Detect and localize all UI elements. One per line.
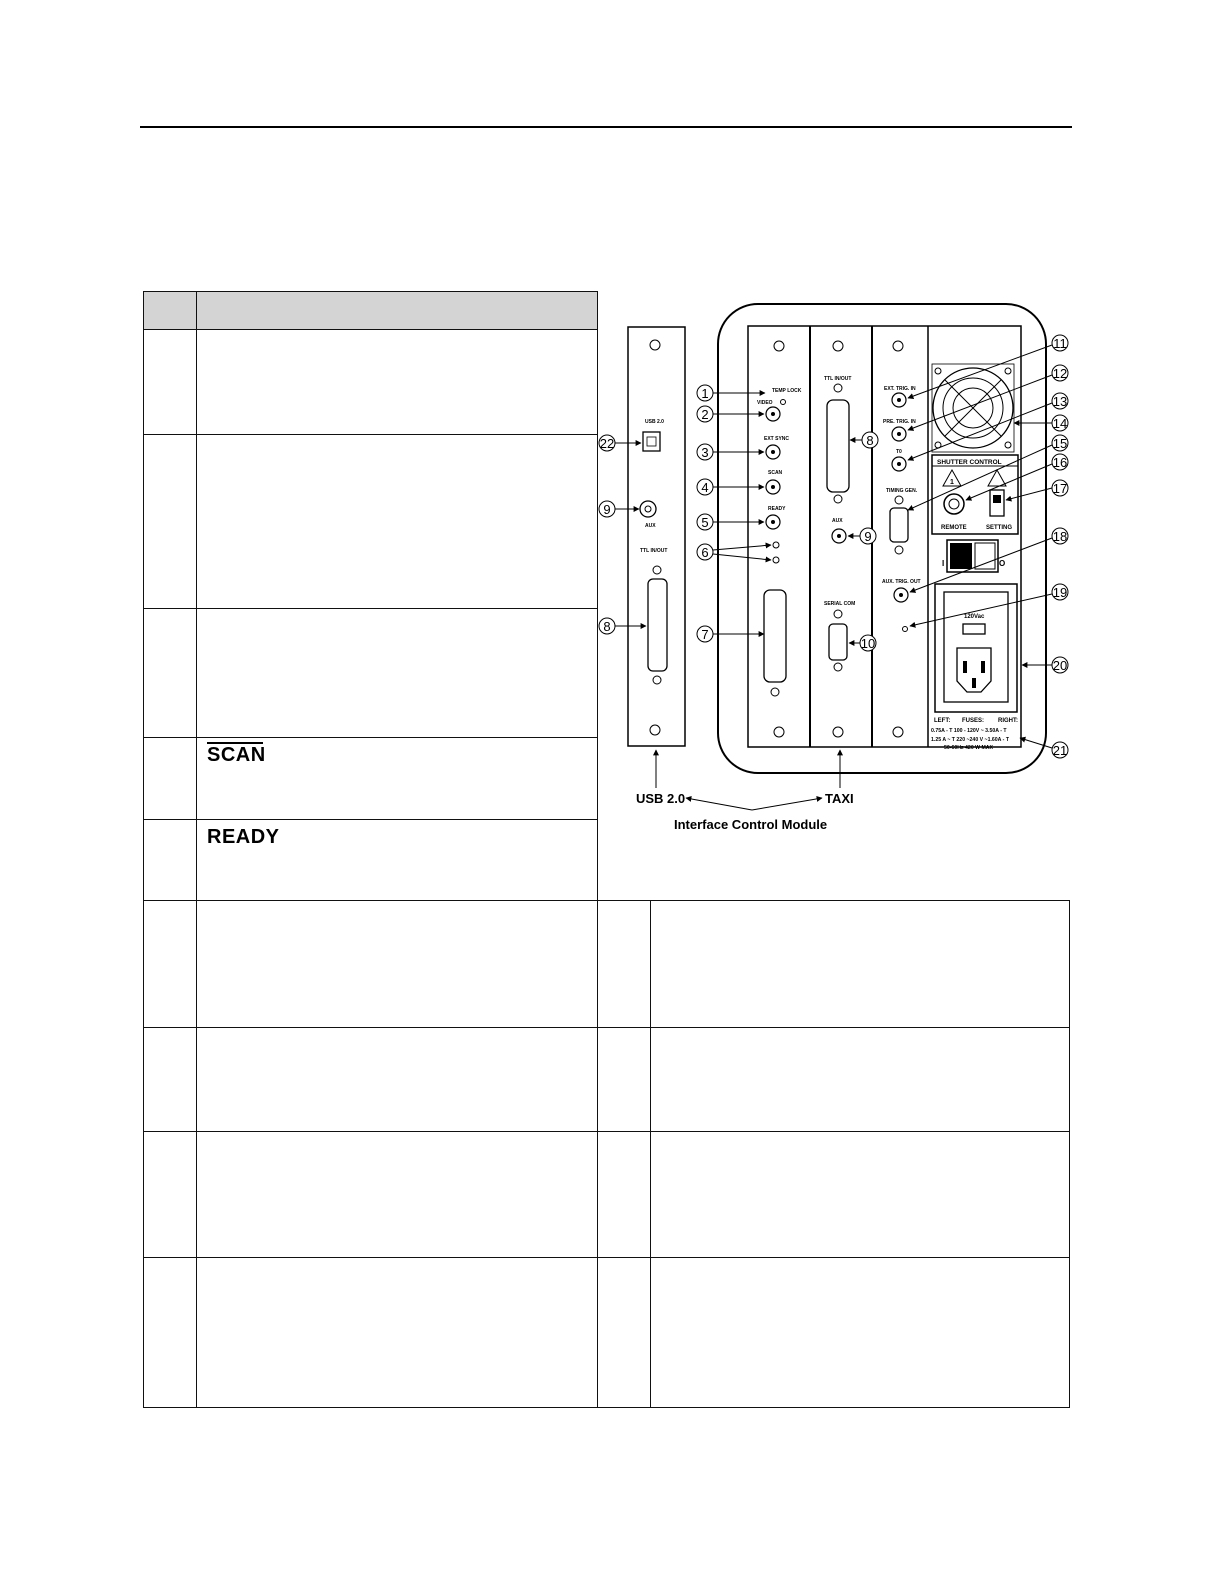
svg-text:7: 7 [701,627,709,642]
callout-16 [1052,454,1068,470]
svg-text:AUX: AUX [832,518,843,524]
usb-card-label: USB 2.0 [645,419,664,425]
usb-module-card [628,327,685,746]
svg-text:15: 15 [1052,436,1068,451]
callout-8-usb [599,618,615,634]
svg-text:4: 4 [701,480,709,495]
svg-text:TEMP LOCK: TEMP LOCK [772,388,802,394]
callout-1 [697,385,713,401]
svg-text:17: 17 [1052,481,1068,496]
table-row-line [143,434,598,435]
table-col-divider [650,900,651,1407]
callout-11 [1052,335,1068,351]
aux-card-label: AUX [645,523,656,529]
svg-text:I: I [942,559,945,568]
svg-text:13: 13 [1052,394,1068,409]
ready-indicator-label: READY [207,826,280,848]
callout-17 [1052,480,1068,496]
table-row-line [143,291,598,292]
svg-text:TTL IN/OUT: TTL IN/OUT [824,376,852,382]
table-header [143,291,598,329]
callout-7 [697,626,713,642]
ttl-card-label: TTL IN/OUT [640,548,668,554]
table-row-line [143,819,598,820]
svg-text:0.75A - T 100 - 120V ~ 3.50A: 0.75A - T 100 - 120V ~ 3.50A - T [931,728,1007,734]
svg-text:EXT SYNC: EXT SYNC [764,436,790,442]
callout-20 [1052,657,1068,673]
svg-text:19: 19 [1052,585,1068,600]
table-row-line [143,1257,1070,1258]
svg-text:SETTING: SETTING [986,525,1013,531]
callout-21 [1052,742,1068,758]
module-caption: Interface Control Module [674,817,828,832]
svg-text:RIGHT:: RIGHT: [998,718,1018,724]
svg-text:T0: T0 [896,449,902,455]
svg-text:PRE. TRIG. IN: PRE. TRIG. IN [883,419,916,425]
table-border-right [1069,900,1070,1407]
table-row-line [143,1131,1070,1132]
callout-2 [697,406,713,422]
table-row-line [143,329,598,330]
callout-3 [697,444,713,460]
callout-22 [599,435,615,451]
table-row-line [143,900,1070,901]
usb-caption: USB 2.0 [636,791,686,806]
svg-text:EXT. TRIG. IN: EXT. TRIG. IN [884,386,916,392]
svg-text:READY: READY [768,506,786,512]
svg-text:3: 3 [701,445,709,460]
table-col-divider [196,291,197,1407]
svg-text:1: 1 [950,479,954,486]
svg-text:50-60Hz 420 W MAX: 50-60Hz 420 W MAX [944,745,994,751]
scan-indicator-label: SCAN [207,744,266,766]
rear-panel-diagram [596,296,1092,846]
callout-13 [1052,393,1068,409]
svg-text:120Vac: 120Vac [964,614,985,620]
svg-text:AUX. TRIG. OUT: AUX. TRIG. OUT [882,579,921,585]
svg-text:21: 21 [1052,743,1068,758]
callout-12 [1052,365,1068,381]
svg-text:SHUTTER CONTROL: SHUTTER CONTROL [937,459,1002,466]
svg-text:10: 10 [860,636,876,651]
table-row-line [143,608,598,609]
svg-text:O: O [999,559,1006,568]
svg-text:8: 8 [603,619,611,634]
svg-text:SCAN: SCAN [768,470,783,476]
taxi-caption: TAXI [825,791,854,806]
callout-8 [862,432,878,448]
svg-text:2: 2 [701,407,709,422]
svg-text:18: 18 [1052,529,1068,544]
callout-4 [697,479,713,495]
svg-text:LEFT:: LEFT: [934,718,951,724]
svg-text:22: 22 [599,436,615,451]
svg-text:FUSES:: FUSES: [962,718,985,724]
callout-6 [697,544,713,560]
svg-text:VIDEO: VIDEO [757,400,773,406]
table-row-line [143,1407,1070,1408]
table-border-left [143,291,144,1407]
svg-text:TIMING GEN.: TIMING GEN. [886,488,918,494]
svg-text:SERIAL COM: SERIAL COM [824,601,856,607]
table-row-line [143,737,598,738]
svg-text:20: 20 [1052,658,1068,673]
svg-text:16: 16 [1052,455,1068,470]
callout-9 [860,528,876,544]
svg-text:12: 12 [1052,366,1068,381]
callout-18 [1052,528,1068,544]
svg-text:9: 9 [603,502,611,517]
callout-9-usb [599,501,615,517]
callout-19 [1052,584,1068,600]
svg-text:6: 6 [701,545,709,560]
svg-text:5: 5 [701,515,709,530]
svg-text:1: 1 [701,386,709,401]
svg-text:9: 9 [864,529,872,544]
callout-15 [1052,435,1068,451]
rear-panel [718,304,1046,773]
top-rule [140,126,1072,128]
svg-text:REMOTE: REMOTE [941,525,967,531]
svg-text:14: 14 [1052,416,1068,431]
svg-text:11: 11 [1053,336,1067,351]
svg-text:1.25 A ~ T 220 ~240 V ~1.60A: 1.25 A ~ T 220 ~240 V ~1.60A - T [931,737,1010,743]
callout-14 [1052,415,1068,431]
svg-text:8: 8 [866,433,874,448]
table-row-line [143,1027,1070,1028]
callout-10 [860,635,876,651]
callout-5 [697,514,713,530]
